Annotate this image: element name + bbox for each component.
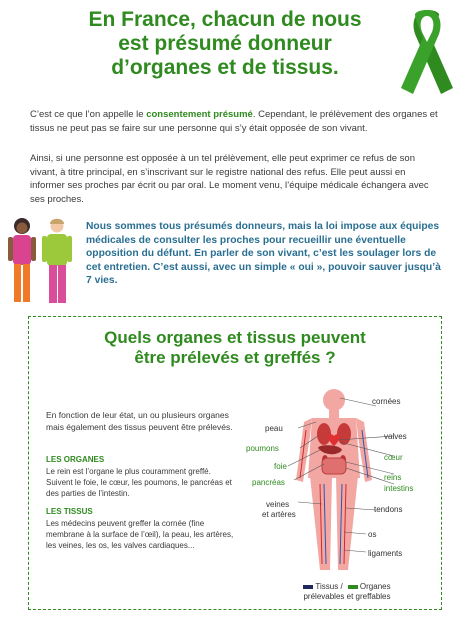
label-tendons: tendons bbox=[374, 505, 403, 514]
organs-block bbox=[46, 454, 236, 499]
section-title bbox=[40, 328, 430, 368]
two-people-illustration bbox=[0, 212, 82, 310]
tissues-heading: LES TISSUS bbox=[46, 507, 93, 516]
legend-organes: Organes bbox=[359, 582, 391, 591]
section-title-line-1: Quels organes et tissus peuvent bbox=[104, 328, 366, 347]
organs-text: Le rein est l’organe le plus couramment greffé. Suivent le foie, le cœur, les poumons, le pancréas et des parties de l’intestin. bbox=[46, 467, 232, 498]
section-title-line-2: être prélevés et greffés ? bbox=[134, 348, 336, 367]
label-poumons: poumons bbox=[246, 444, 279, 453]
label-ligaments: ligaments bbox=[368, 549, 403, 558]
label-arteres: et artères bbox=[262, 510, 296, 519]
tissues-block bbox=[46, 506, 236, 551]
title-line-3: d’organes et de tissus. bbox=[111, 56, 339, 79]
label-valves: valves bbox=[384, 432, 407, 441]
lung-right bbox=[337, 423, 351, 445]
intestines-shape bbox=[322, 458, 346, 474]
label-cornees: cornées bbox=[372, 397, 401, 406]
section-intro: En fonction de leur état, un ou plusieurs organes mais également des tissus peuvent être prélevés. bbox=[46, 410, 233, 432]
tissues-text: Les médecins peuvent greffer la cornée (fine membrane à la surface de l’œil), la peau, les artères, les veines, les os, les valves cardiaques... bbox=[46, 519, 234, 550]
title-line-1: En France, chacun de nous bbox=[88, 8, 362, 31]
intro-p1-end: . Cependant, le prélèvement des organes et tissus ne peut pas se faire sur une personne qui s’y était opposée de son vivant. bbox=[30, 109, 438, 134]
legend-line-2: prélevables et greffables bbox=[303, 592, 391, 601]
diagram-legend bbox=[272, 582, 422, 602]
green-ribbon-icon bbox=[395, 4, 459, 100]
intro-p1-start: C’est ce que l’on appelle le bbox=[30, 109, 147, 120]
body-silhouette bbox=[296, 389, 372, 570]
organs-heading: LES ORGANES bbox=[46, 455, 105, 464]
page-title bbox=[40, 8, 410, 80]
label-reins: reins bbox=[384, 473, 402, 482]
consentement-presume-highlight: consentement présumé bbox=[146, 109, 253, 120]
legend-tissus: Tissus / bbox=[315, 582, 343, 591]
title-line-2: est présumé donneur bbox=[118, 32, 332, 55]
intro-paragraph-1 bbox=[30, 108, 438, 135]
label-peau: peau bbox=[265, 424, 283, 433]
label-intestins: intestins bbox=[384, 484, 414, 493]
label-foie: foie bbox=[274, 462, 287, 471]
organ-swatch bbox=[348, 585, 358, 589]
intro-paragraph-2: Ainsi, si une personne est opposée à un tel prélèvement, elle peut exprimer ce refus de son vivant, à titre principal, en s’inscrivant sur le registre national des refus. Elle peut aussi en informer ses proches par écrit ou par oral. Le moment venu, l’équipe médicale échangera avec ses proches. bbox=[30, 153, 429, 205]
tissue-swatch bbox=[303, 585, 313, 589]
label-pancreas: pancréas bbox=[252, 478, 285, 487]
label-os: os bbox=[368, 530, 377, 539]
legend-line-1 bbox=[272, 582, 422, 592]
label-veines: veines bbox=[266, 500, 290, 509]
callout-text: Nous sommes tous présumés donneurs, mais la loi impose aux équipes médicales de consulter les proches pour recueillir une éventuelle opposition du défunt. En parler de son vivant, c’est les soulager lors de cet entretien. C’est aussi, avec un simple « oui », pouvoir sauver jusqu’à 7 vies. bbox=[86, 221, 441, 287]
label-coeur: cœur bbox=[384, 453, 403, 462]
lung-left bbox=[317, 423, 331, 445]
